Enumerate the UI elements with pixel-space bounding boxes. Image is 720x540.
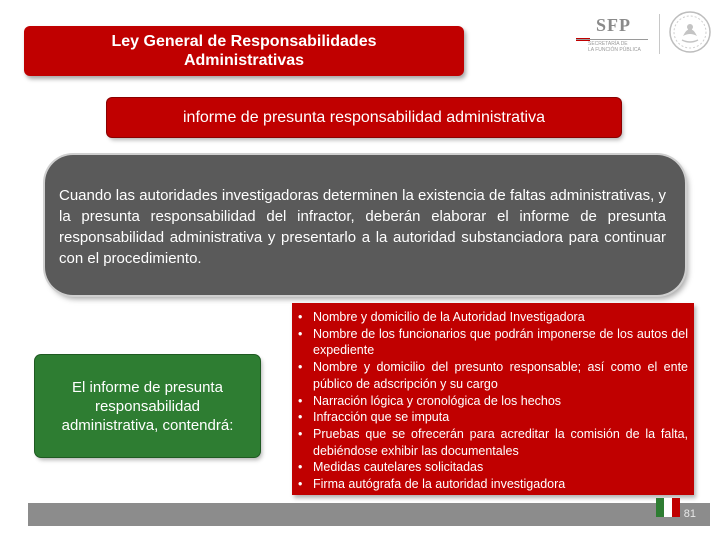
bullet-icon: • xyxy=(298,310,303,324)
footer-bar xyxy=(28,503,710,526)
list-item-text: Infracción que se imputa xyxy=(313,410,450,425)
sfp-logo-line xyxy=(576,39,648,40)
list-item-text: Medidas cautelares solicitadas xyxy=(313,460,484,475)
list-item-text: Nombre de los funcionarios que podrán imponerse de los autos del expediente xyxy=(313,326,688,358)
list-item-text: Nombre y domicilio de la Autoridad Investigadora xyxy=(313,310,585,324)
list-item xyxy=(297,359,688,392)
flag-stripe-red xyxy=(672,498,680,517)
list-item xyxy=(297,426,688,459)
mexico-flag-icon xyxy=(656,498,680,517)
list-item xyxy=(297,326,688,359)
contents-label-box xyxy=(35,355,260,457)
list-item-text: Nombre y domicilio del presunto responsable; así como el ente público de adscripción y su cargo xyxy=(313,360,688,391)
contents-list xyxy=(297,309,688,493)
sfp-sub-line-1: SECRETARÍA DE xyxy=(588,41,628,47)
flag-stripe-green xyxy=(656,498,664,517)
bullet-icon: • xyxy=(298,360,303,375)
bullet-icon: • xyxy=(298,477,303,492)
description-text: Cuando las autoridades investigadoras determinen la existencia de faltas administrativas, y la presunta responsabilidad del infractor, deberán elaborar el informe de presunta responsabilidad administrativa y presentarlo a la autoridad substanciadora para continuar con el procedimiento. xyxy=(59,187,666,267)
subtitle-banner xyxy=(107,98,621,137)
list-item xyxy=(297,409,688,426)
list-item xyxy=(297,393,688,410)
sfp-sub-line-2: LA FUNCIÓN PÚBLICA xyxy=(588,47,641,53)
sfp-logo-subtitle xyxy=(588,41,641,53)
subtitle-text: informe de presunta responsabilidad administrativa xyxy=(183,108,545,126)
list-item-text: Narración lógica y cronológica de los hechos xyxy=(313,393,562,408)
sfp-logo xyxy=(572,14,714,58)
page-number: 81 xyxy=(683,508,696,520)
flag-stripe-white xyxy=(664,498,672,517)
bullet-icon: • xyxy=(298,410,303,425)
bullet-icon: • xyxy=(298,460,303,475)
list-item-text: Pruebas que se ofrecerán para acreditar la comisión de la falta, debiéndose exhibir las documentales xyxy=(313,426,688,458)
bullet-icon: • xyxy=(298,393,303,408)
contents-list-box xyxy=(292,303,694,495)
list-item xyxy=(297,459,688,476)
slide-title xyxy=(24,26,464,76)
list-item xyxy=(297,309,688,326)
bullet-icon: • xyxy=(298,426,303,441)
logo-divider xyxy=(659,14,660,54)
coat-of-arms-seal-icon xyxy=(668,10,712,54)
bullet-icon: • xyxy=(298,326,303,341)
list-item-text: Firma autógrafa de la autoridad investigadora xyxy=(313,477,566,492)
list-item xyxy=(297,476,688,493)
description-panel xyxy=(45,155,685,295)
title-line-1: Ley General de Responsabilidades xyxy=(111,33,377,50)
sfp-logo-text: SFP xyxy=(596,15,632,35)
contents-label-text: El informe de presunta responsabilidad administrativa, contendrá: xyxy=(61,378,234,434)
title-line-2: Administrativas xyxy=(183,52,305,69)
